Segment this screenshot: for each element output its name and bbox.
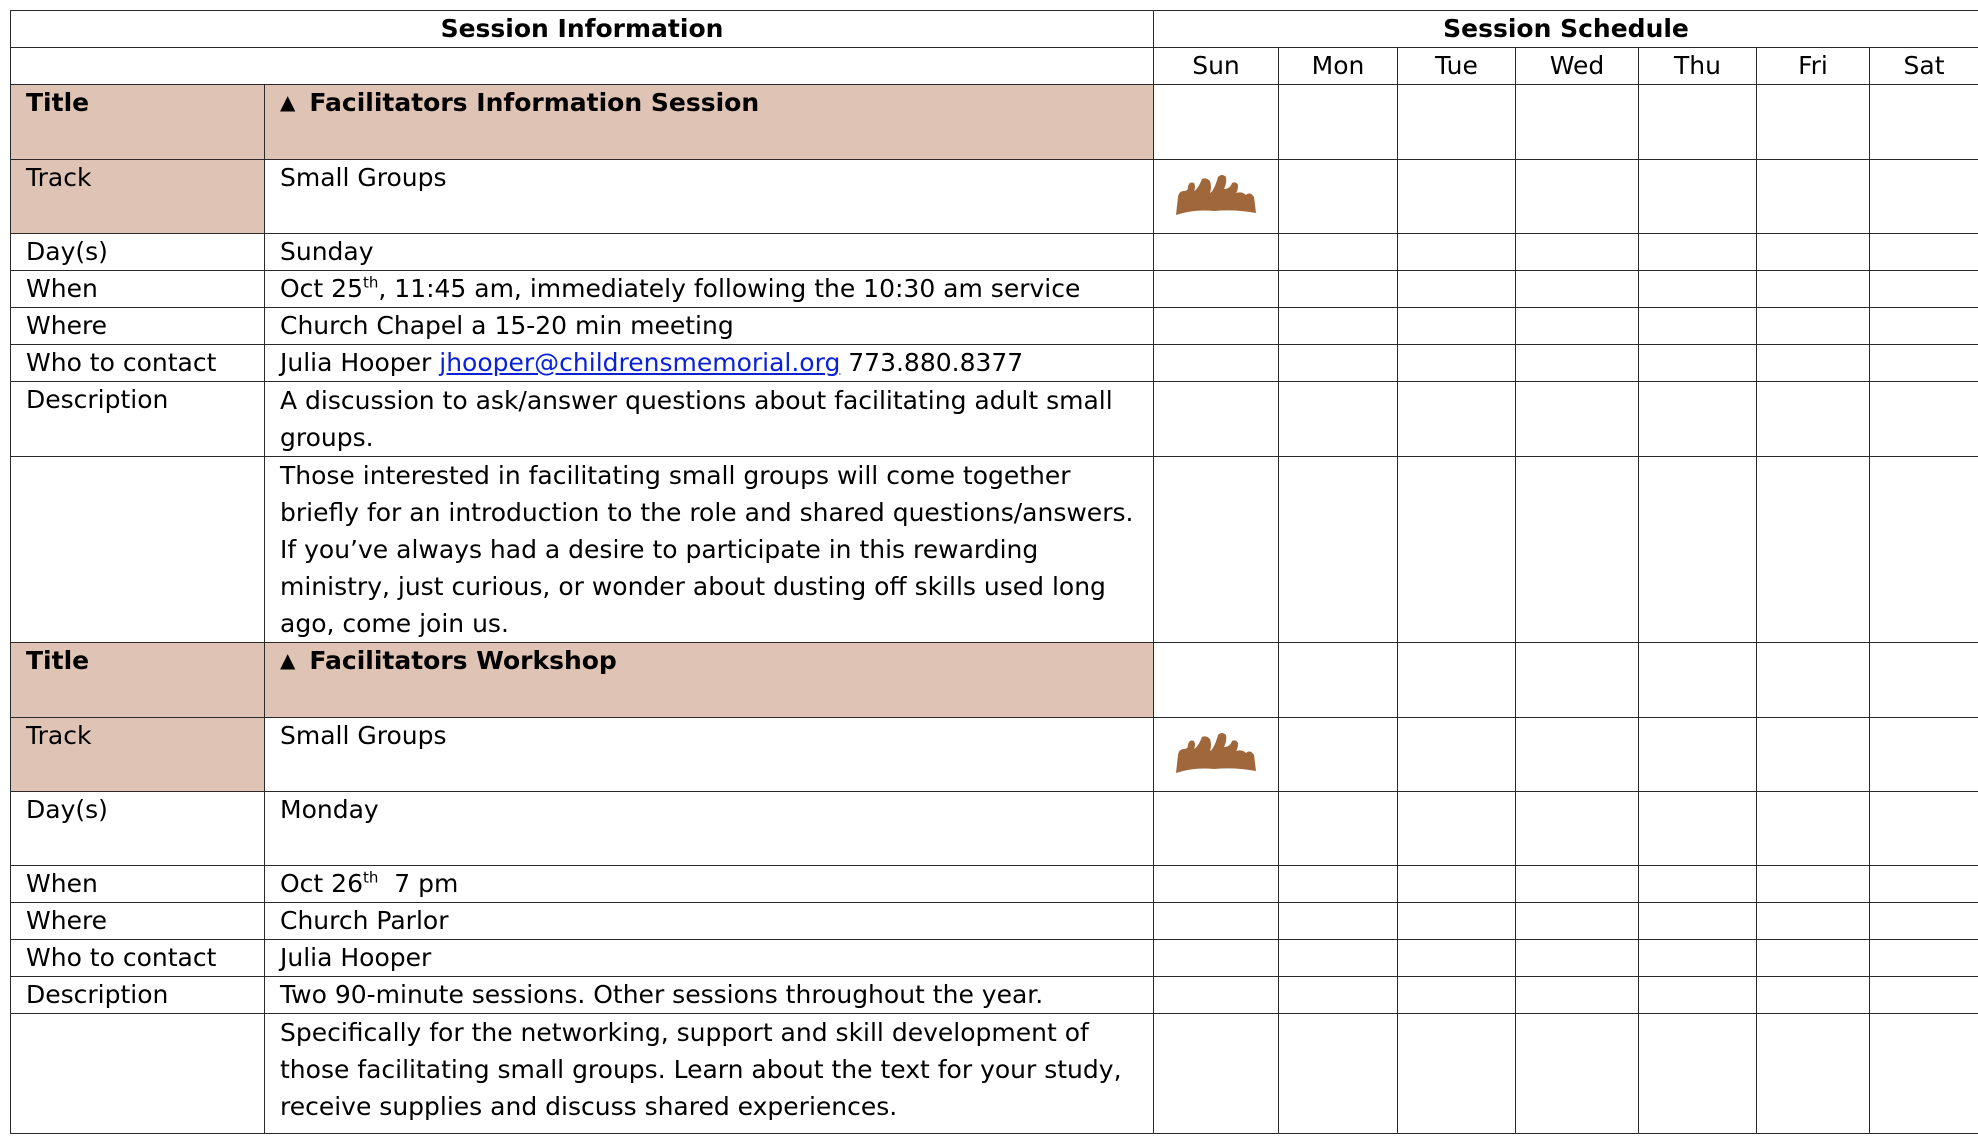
description-value: Two 90-minute sessions. Other sessions throughout the year.: [265, 977, 1154, 1014]
session-1-title-row: [11, 85, 1978, 160]
where-value: Church Chapel a 15-20 min meeting: [265, 308, 1154, 345]
days-label: Day(s): [11, 792, 265, 866]
days-value: Sunday: [265, 234, 1154, 271]
contact-email-link[interactable]: jhooper@childrensmemorial.org: [439, 348, 841, 377]
day-sun: Sun: [1154, 48, 1279, 85]
title-label: Title: [11, 643, 265, 718]
day-mon: Mon: [1279, 48, 1398, 85]
small-group-people-icon: [1174, 725, 1258, 775]
session-2-track-row: [11, 718, 1978, 792]
where-value: Church Parlor: [265, 903, 1154, 940]
days-value: Monday: [265, 792, 1154, 866]
details-value: Specifically for the networking, support and skill development of those facilitating small groups. Learn about the text for your study, receive supplies and discuss shared experiences.: [265, 1014, 1154, 1134]
up-triangle-icon: ▲: [280, 90, 296, 114]
track-value: Small Groups: [265, 718, 1154, 792]
session-title: [265, 643, 1154, 718]
contact-label: Who to contact: [11, 345, 265, 382]
session-title: [265, 85, 1154, 160]
details-label-empty: [11, 1014, 265, 1134]
contact-phone: 773.880.8377: [848, 348, 1024, 377]
small-group-people-icon: [1174, 167, 1258, 217]
session-title-text: Facilitators Workshop: [309, 646, 617, 675]
sun-schedule-cell: [1154, 718, 1279, 792]
session-2-title-row: [11, 643, 1978, 718]
track-label: Track: [11, 160, 265, 234]
day-fri: Fri: [1757, 48, 1870, 85]
where-label: Where: [11, 308, 265, 345]
description-label: Description: [11, 382, 265, 457]
details-label-empty: [11, 457, 265, 643]
session-information-header: Session Information: [11, 11, 1154, 48]
day-thu: Thu: [1639, 48, 1757, 85]
session-title-text: Facilitators Information Session: [309, 88, 760, 117]
day-sat: Sat: [1870, 48, 1978, 85]
when-value: Oct 25th, 11:45 am, immediately following the 10:30 am service: [265, 271, 1154, 308]
track-value: Small Groups: [265, 160, 1154, 234]
up-triangle-icon: ▲: [280, 648, 296, 672]
description-label: Description: [11, 977, 265, 1014]
description-value: A discussion to ask/answer questions about facilitating adult small groups.: [265, 382, 1154, 457]
when-label: When: [11, 271, 265, 308]
when-value: Oct 26th 7 pm: [265, 866, 1154, 903]
details-value: Those interested in facilitating small groups will come together briefly for an introduction to the role and shared questions/answers. If you’ve always had a desire to participate in this rewarding ministry, just curious, or wonder about dusting off skills used long ago, come join us.: [265, 457, 1154, 643]
contact-label: Who to contact: [11, 940, 265, 977]
when-label: When: [11, 866, 265, 903]
where-label: Where: [11, 903, 265, 940]
day-wed: Wed: [1516, 48, 1639, 85]
contact-name: Julia Hooper: [280, 348, 432, 377]
contact-value: Julia Hooper: [265, 940, 1154, 977]
title-label: Title: [11, 85, 265, 160]
sun-schedule-cell: [1154, 160, 1279, 234]
session-1-track-row: [11, 160, 1978, 234]
contact-value: [265, 345, 1154, 382]
day-tue: Tue: [1398, 48, 1516, 85]
header-spacer: [11, 48, 1154, 85]
track-label: Track: [11, 718, 265, 792]
days-label: Day(s): [11, 234, 265, 271]
session-schedule-header: Session Schedule: [1154, 11, 1978, 48]
session-table: [10, 10, 1978, 1134]
